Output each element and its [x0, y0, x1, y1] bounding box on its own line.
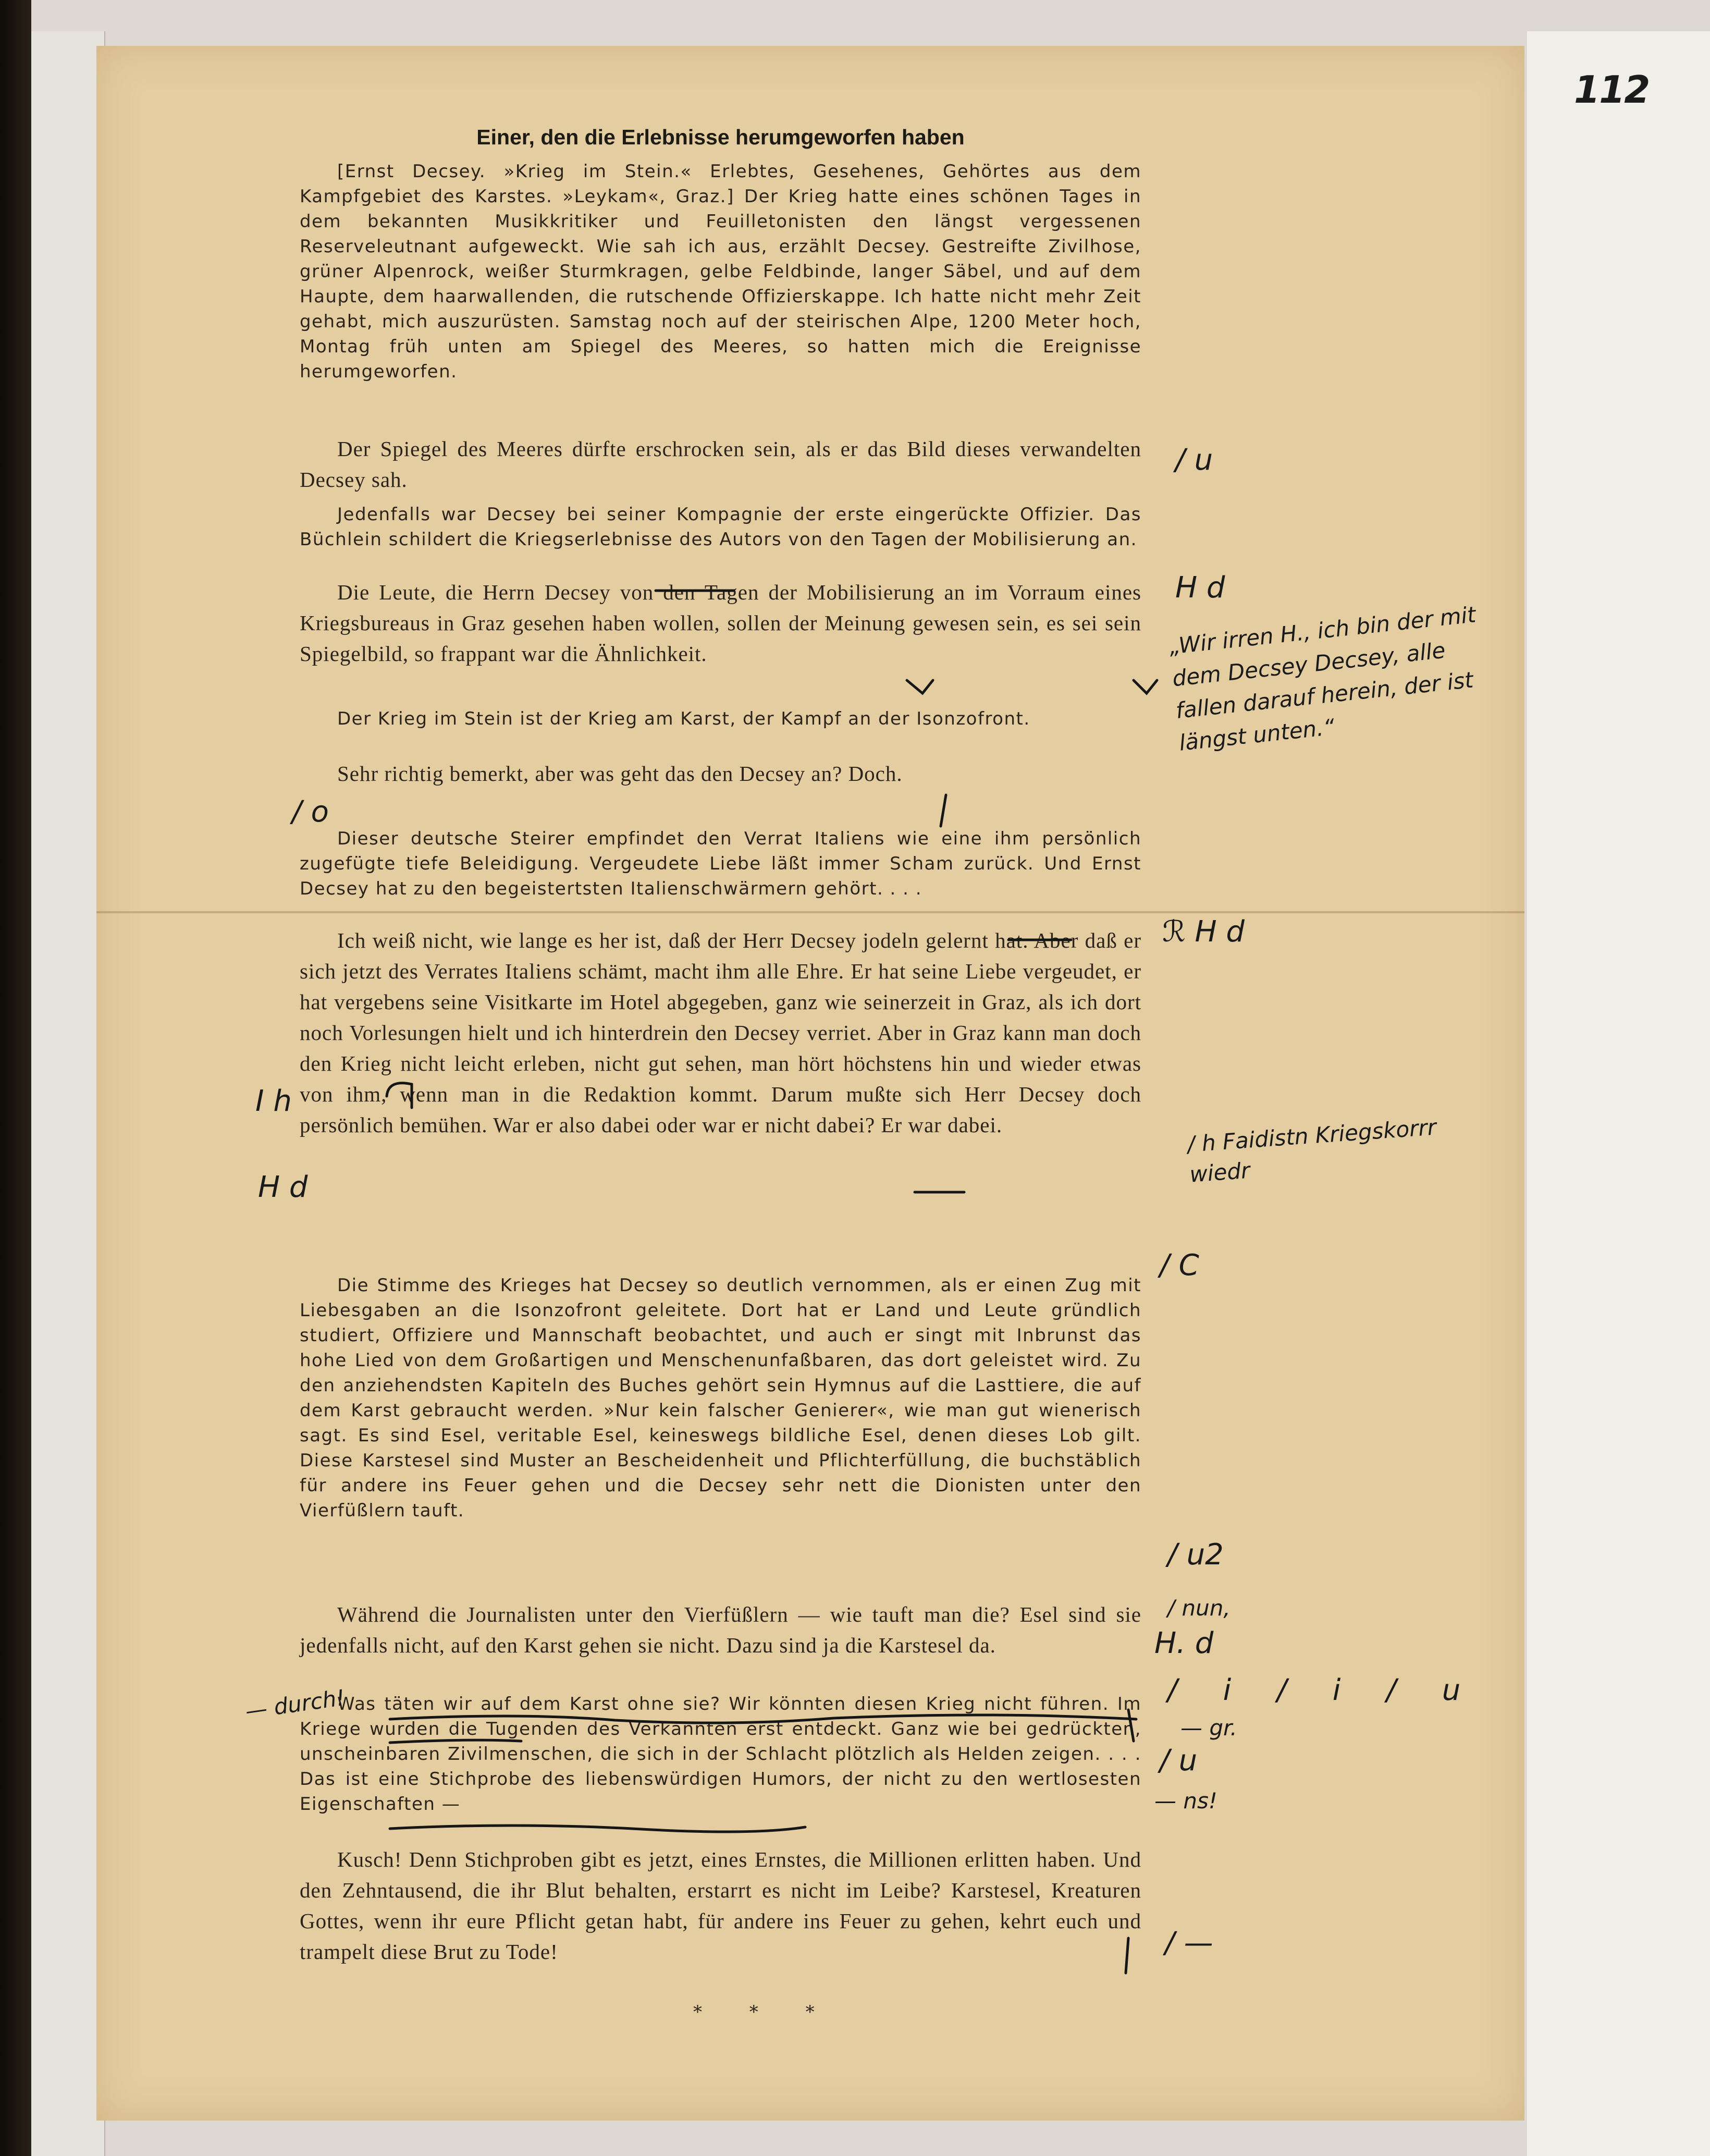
commentary-paragraph: Sehr richtig bemerkt, aber was geht das den Decsey an? Doch.	[337, 762, 903, 786]
margin-note: / C	[1160, 1248, 1199, 1282]
margin-note: / h Faidistn Kriegskorrr wiedr	[1186, 1114, 1437, 1187]
quote-paragraph: Jedenfalls war Decsey bei seiner Kompagnie der erste eingerückte Offizier. Das Büchlein schildert die Kriegserlebnisse des Autors von den Tagen der Mobilisierung an.	[300, 504, 1141, 550]
commentary-paragraph: Während die Journalisten unter den Vierfüßlern — wie tauft man die? Esel sind sie jedenfalls nicht, auf den Karst gehen sie nicht. Dazu sind ja die Karstesel da.	[300, 1602, 1141, 1657]
margin-note: / i / i / u	[1167, 1673, 1461, 1707]
margin-note-left: H d	[258, 1170, 308, 1204]
margin-note-left: I h	[255, 1084, 292, 1118]
quote-paragraph: [Ernst Decsey. »Krieg im Stein.« Erlebtes, Gesehenes, Gehörtes aus dem Kampfgebiet des Karstes. »Leykam«, Graz.] Der Krieg hatte eines schönen Tages in dem bekannten Musikkritiker und Feuilletonisten den längst vergessenen Reserveleutnant aufgeweckt. Wie sah ich aus, erzählt Decsey. Gestreifte Zivilhose, grüner Alpenrock, weißer Sturmkragen, gelbe Feldbinde, langer Säbel, und auf dem Haupte, dem haarwallenden, die rutschende Offizierskappe. Ich hatte nicht mehr Zeit gehabt, mich auszurüsten. Samstag noch auf der steirischen Alpe, 1200 Meter hoch, Montag früh unten am Spiegel des Meeres, so hatten mich die Ereignisse herumgeworfen.	[300, 161, 1141, 382]
margin-note-long: „Wir irren H., ich bin der mit dem Decsey Decsey, alle fallen darauf herein, der ist längst unten.“	[1167, 602, 1477, 756]
mounting-card-left	[31, 31, 105, 2156]
commentary-paragraph: Die Leute, die Herrn Decsey von den Tagen der Mobilisierung an im Vorraum eines Kriegsbureaus in Graz gesehen haben wollen, sollen der Meinung gewesen sein, es sei sein Spiegelbild, so frappant war die Ähnlichkeit.	[300, 580, 1141, 666]
margin-note: / u2	[1167, 1538, 1224, 1572]
article-title: Einer, den die Erlebnisse herumgeworfen haben	[476, 125, 965, 149]
margin-note: ℛ H d	[1162, 915, 1245, 949]
commentary-paragraph: Der Spiegel des Meeres dürfte erschrocken sein, als er das Bild dieses verwandelten Decsey sah.	[300, 437, 1141, 492]
quote-paragraph: Dieser deutsche Steirer empfindet den Verrat Italiens wie eine ihm persönlich zugefügte tiefe Beleidigung. Vergeudete Liebe läßt immer Scham zurück. Und Ernst Decsey hat zu den begeistertsten Italienschwärmern gehört. . . .	[300, 828, 1141, 899]
folio-number: 112	[1574, 68, 1650, 112]
margin-note: / —	[1165, 1926, 1213, 1960]
margin-note: H. d	[1154, 1626, 1214, 1660]
margin-note: — gr.	[1180, 1715, 1237, 1741]
margin-note-left: / o	[292, 795, 329, 829]
quote-paragraph: Die Stimme des Krieges hat Decsey so deutlich vernommen, als er einen Zug mit Liebesgaben an die Isonzofront geleitete. Dort hat er Land und Leute gründlich studiert, Offiziere und Mannschaft beobachtet, und auch er singt mit Inbrunst das hohe Lied von dem Großartigen und Menschenunfaßbaren, das dort geleistet wird. Zu den anziehendsten Kapiteln des Buches gehört sein Hymnus auf die Lasttiere, die auf dem Karst gebraucht werden. »Nur kein falscher Genierer«, wie man gut wienerisch sagt. Es sind Esel, veritable Esel, keineswegs bildliche Esel, denen dieses Lob gilt. Diese Karstesel sind Muster an Bescheidenheit und Pflichterfüllung, die buchstäblich für andere ins Feuer gehen und die Decsey sehr nett die Dionisten unter den Vierfüßlern tauft.	[300, 1275, 1141, 1521]
margin-note-left: — durch!	[243, 1684, 347, 1724]
commentary-paragraph: Ich weiß nicht, wie lange es her ist, daß der Herr Decsey jodeln gelernt hat. Aber daß er sich jetzt des Verrates Italiens schämt, macht ihm alle Ehre. Er hat seine Liebe vergeudet, er hat vergebens seine Visitkarte im Hotel abgegeben, ganz wie seinerzeit in Graz, als ich dort noch Vorlesungen hielt und ich hinterdrein den Decsey verriet. Aber in Graz kann man doch den Krieg nicht leicht erleben, nicht gut sehen, man hört höchstens hin und wieder etwas von ihm, wenn man in die Redaktion kommt. Darum mußte sich Herr Decsey doch persönlich bemühen. War er also dabei oder war er nicht dabei? Er war dabei.	[300, 928, 1141, 1137]
commentary-paragraph: Kusch! Denn Stichproben gibt es jetzt, eines Ernstes, die Millionen erlitten haben. Und den Zehntausend, die ihr Blut behalten, erstarrt es nicht im Leibe? Karstesel, Kreaturen Gottes, wenn ihr eure Pflicht getan habt, für andere ins Feuer zu gehen, kehrt euch und trampelt diese Brut zu Tode!	[300, 1847, 1141, 1964]
margin-note: / nun,	[1167, 1595, 1231, 1621]
paper-fold	[96, 911, 1524, 913]
margin-note: / u	[1175, 443, 1213, 477]
mounting-card-right	[1527, 31, 1710, 2156]
margin-note: / u	[1160, 1744, 1198, 1778]
book-binding	[0, 0, 31, 2156]
quote-paragraph: Was täten wir auf dem Karst ohne sie? Wir könnten diesen Krieg nicht führen. Im Kriege wurden die Tugenden des Verkannten erst entdeckt. Ganz wie bei gedrückten, unscheinbaren Zivilmenschen, die sich in der Schlacht plötzlich als Helden zeigen. . . . Das ist eine Stichprobe des liebenswürdigen Humors, der nicht zu den wertlosesten Eigenschaften —	[300, 1694, 1141, 1815]
margin-note: H d	[1175, 571, 1225, 605]
margin-note: — ns!	[1154, 1788, 1217, 1814]
quote-paragraph: Der Krieg im Stein ist der Krieg am Karst, der Kampf an der Isonzofront.	[337, 708, 1030, 729]
end-mark: * * *	[693, 2002, 835, 2023]
